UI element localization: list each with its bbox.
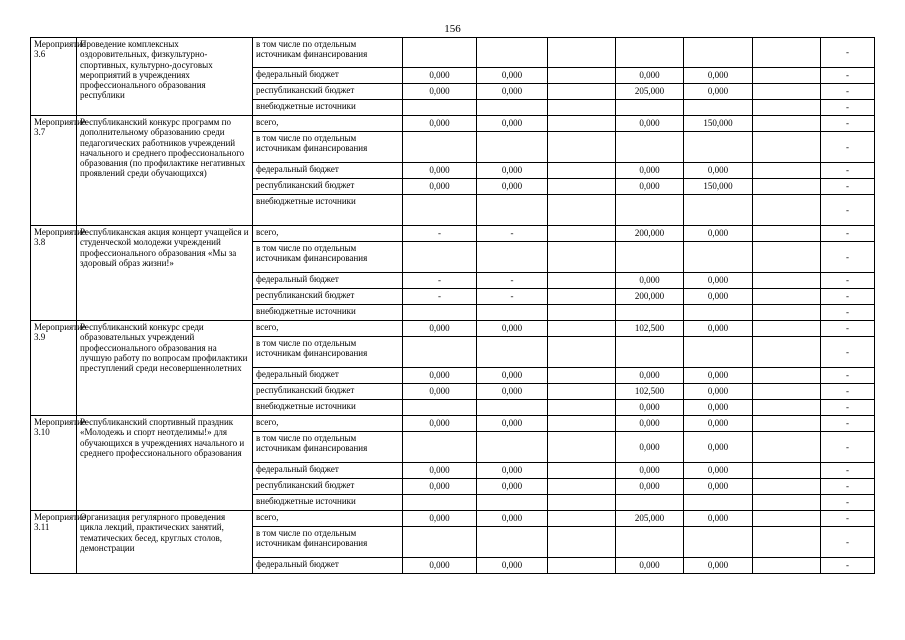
table-row [31, 38, 875, 68]
amount-cell [477, 132, 548, 163]
amount-cell [753, 463, 821, 479]
amount-cell: - [821, 132, 875, 163]
amount-cell [548, 400, 616, 416]
amount-cell [753, 273, 821, 289]
amount-cell [477, 527, 548, 558]
amount-cell: 0,000 [684, 226, 753, 242]
amount-cell: - [821, 527, 875, 558]
funding-source-label: федеральный бюджет [253, 368, 403, 384]
amount-cell: 0,000 [403, 68, 477, 84]
amount-cell [548, 179, 616, 195]
amount-cell [684, 195, 753, 226]
amount-cell: 200,000 [616, 226, 684, 242]
funding-source-label: внебюджетные источники [253, 495, 403, 511]
amount-cell [403, 195, 477, 226]
amount-cell [753, 305, 821, 321]
amount-cell [753, 68, 821, 84]
amount-cell [477, 242, 548, 273]
measure-title: Проведение комплексных оздоровительных, физкультурно-спортивных, культурно-досуговых мероприятий в учреждениях профессионального образования республики [77, 38, 253, 116]
amount-cell [616, 305, 684, 321]
amount-cell: 0,000 [403, 463, 477, 479]
amount-cell [403, 242, 477, 273]
amount-cell [684, 305, 753, 321]
amount-cell [548, 100, 616, 116]
amount-cell: - [821, 368, 875, 384]
funding-source-label: республиканский бюджет [253, 479, 403, 495]
table-row [31, 321, 875, 337]
amount-cell [403, 432, 477, 463]
amount-cell [548, 242, 616, 273]
amount-cell: - [821, 242, 875, 273]
funding-source-label: всего, [253, 116, 403, 132]
amount-cell: - [821, 432, 875, 463]
funding-source-label: всего, [253, 321, 403, 337]
measure-id: Мероприятие 3.6 [31, 38, 77, 116]
funding-source-label: федеральный бюджет [253, 558, 403, 574]
amount-cell: 0,000 [616, 273, 684, 289]
amount-cell [753, 116, 821, 132]
amount-cell [616, 495, 684, 511]
measure-title: Республиканский конкурс программ по дополнительному образованию среди педагогических работников учреждений начального и среднего профессионального образования (по профилактике негативных проявлений среди обучающихся) [77, 116, 253, 226]
amount-cell [477, 38, 548, 68]
amount-cell [548, 195, 616, 226]
amount-cell [548, 132, 616, 163]
amount-cell: 0,000 [684, 273, 753, 289]
amount-cell: 0,000 [684, 68, 753, 84]
measure-id: Мероприятие 3.8 [31, 226, 77, 321]
amount-cell: 0,000 [403, 116, 477, 132]
funding-source-label: в том числе по отдельным источникам финансирования [253, 527, 403, 558]
funding-source-label: внебюджетные источники [253, 305, 403, 321]
amount-cell [548, 226, 616, 242]
amount-cell [684, 100, 753, 116]
amount-cell [477, 100, 548, 116]
amount-cell: 0,000 [616, 68, 684, 84]
amount-cell: - [821, 511, 875, 527]
amount-cell [753, 337, 821, 368]
amount-cell: 0,000 [616, 116, 684, 132]
amount-cell: 205,000 [616, 511, 684, 527]
amount-cell: 200,000 [616, 289, 684, 305]
amount-cell [753, 84, 821, 100]
amount-cell [684, 132, 753, 163]
amount-cell: - [821, 195, 875, 226]
table-row [31, 416, 875, 432]
amount-cell: 0,000 [477, 84, 548, 100]
amount-cell [548, 368, 616, 384]
amount-cell [477, 495, 548, 511]
measure-title: Республиканский спортивный праздник «Молодежь и спорт неотделимы!» для обучающихся в учреждениях начального и среднего профессионального образования [77, 416, 253, 511]
amount-cell: 0,000 [477, 511, 548, 527]
amount-cell: 0,000 [616, 179, 684, 195]
amount-cell: 0,000 [684, 479, 753, 495]
amount-cell: - [477, 289, 548, 305]
amount-cell: - [821, 100, 875, 116]
funding-source-label: всего, [253, 226, 403, 242]
amount-cell [753, 495, 821, 511]
amount-cell: - [821, 68, 875, 84]
amount-cell [477, 400, 548, 416]
amount-cell: - [477, 226, 548, 242]
amount-cell [548, 289, 616, 305]
amount-cell: 0,000 [684, 163, 753, 179]
amount-cell: - [821, 84, 875, 100]
amount-cell: 0,000 [477, 68, 548, 84]
amount-cell [684, 337, 753, 368]
amount-cell: 0,000 [403, 384, 477, 400]
amount-cell [753, 416, 821, 432]
amount-cell [403, 132, 477, 163]
amount-cell: 0,000 [403, 368, 477, 384]
amount-cell [684, 495, 753, 511]
amount-cell [753, 511, 821, 527]
amount-cell [753, 479, 821, 495]
amount-cell [477, 337, 548, 368]
amount-cell [684, 242, 753, 273]
amount-cell: 0,000 [477, 463, 548, 479]
amount-cell [616, 527, 684, 558]
amount-cell [403, 100, 477, 116]
funding-source-label: в том числе по отдельным источникам финансирования [253, 38, 403, 68]
amount-cell: 0,000 [684, 432, 753, 463]
amount-cell [403, 337, 477, 368]
amount-cell [684, 38, 753, 68]
amount-cell [548, 305, 616, 321]
amount-cell [753, 100, 821, 116]
funding-source-label: федеральный бюджет [253, 68, 403, 84]
amount-cell: - [821, 463, 875, 479]
amount-cell: 102,500 [616, 384, 684, 400]
amount-cell: 0,000 [403, 179, 477, 195]
amount-cell: 0,000 [477, 416, 548, 432]
amount-cell: 0,000 [684, 511, 753, 527]
amount-cell [616, 242, 684, 273]
amount-cell: 0,000 [403, 321, 477, 337]
funding-source-label: федеральный бюджет [253, 163, 403, 179]
amount-cell [753, 527, 821, 558]
amount-cell: - [821, 384, 875, 400]
amount-cell [548, 558, 616, 574]
amount-cell: - [821, 400, 875, 416]
amount-cell: 0,000 [477, 321, 548, 337]
funding-source-label: республиканский бюджет [253, 384, 403, 400]
amount-cell [753, 558, 821, 574]
amount-cell [548, 84, 616, 100]
amount-cell [548, 432, 616, 463]
amount-cell: - [403, 226, 477, 242]
amount-cell: 0,000 [477, 558, 548, 574]
table-row [31, 226, 875, 242]
amount-cell: 0,000 [684, 400, 753, 416]
amount-cell: 0,000 [477, 368, 548, 384]
amount-cell: - [821, 495, 875, 511]
funding-table [30, 37, 875, 574]
amount-cell: 0,000 [616, 416, 684, 432]
amount-cell: - [821, 337, 875, 368]
amount-cell: 0,000 [403, 558, 477, 574]
amount-cell: 0,000 [616, 558, 684, 574]
amount-cell [753, 226, 821, 242]
measure-id: Мероприятие 3.11 [31, 511, 77, 574]
amount-cell: 0,000 [403, 84, 477, 100]
funding-source-label: в том числе по отдельным источникам финансирования [253, 132, 403, 163]
amount-cell [548, 479, 616, 495]
funding-source-label: внебюджетные источники [253, 195, 403, 226]
funding-source-label: республиканский бюджет [253, 289, 403, 305]
amount-cell: - [403, 273, 477, 289]
amount-cell: 0,000 [616, 163, 684, 179]
amount-cell [684, 527, 753, 558]
funding-source-label: всего, [253, 511, 403, 527]
measure-id: Мероприятие 3.10 [31, 416, 77, 511]
amount-cell [753, 179, 821, 195]
amount-cell [753, 432, 821, 463]
amount-cell [403, 38, 477, 68]
amount-cell [548, 463, 616, 479]
amount-cell [753, 400, 821, 416]
funding-source-label: федеральный бюджет [253, 463, 403, 479]
amount-cell: 0,000 [477, 479, 548, 495]
amount-cell [403, 400, 477, 416]
funding-source-label: всего, [253, 416, 403, 432]
amount-cell: 0,000 [684, 558, 753, 574]
amount-cell [548, 116, 616, 132]
measure-title: Республиканская акция концерт учащейся и студенческой молодежи учреждений профессионального образования «Мы за здоровый образ жизни!» [77, 226, 253, 321]
amount-cell [548, 321, 616, 337]
amount-cell [477, 305, 548, 321]
amount-cell: 0,000 [477, 116, 548, 132]
amount-cell: 0,000 [616, 432, 684, 463]
amount-cell: - [821, 416, 875, 432]
amount-cell [616, 132, 684, 163]
amount-cell [548, 495, 616, 511]
amount-cell: 0,000 [616, 479, 684, 495]
amount-cell: 0,000 [477, 384, 548, 400]
amount-cell: - [821, 558, 875, 574]
amount-cell [753, 195, 821, 226]
amount-cell [548, 527, 616, 558]
amount-cell: - [821, 179, 875, 195]
amount-cell: 0,000 [616, 463, 684, 479]
amount-cell: 0,000 [403, 511, 477, 527]
amount-cell: - [821, 289, 875, 305]
amount-cell: 0,000 [684, 368, 753, 384]
amount-cell: - [821, 305, 875, 321]
amount-cell [753, 132, 821, 163]
amount-cell: 150,000 [684, 116, 753, 132]
amount-cell: 0,000 [684, 84, 753, 100]
amount-cell [403, 305, 477, 321]
page-number: 156 [444, 23, 461, 35]
amount-cell: 0,000 [616, 368, 684, 384]
amount-cell [548, 337, 616, 368]
amount-cell: 0,000 [403, 479, 477, 495]
amount-cell [753, 289, 821, 305]
amount-cell [753, 38, 821, 68]
amount-cell: - [403, 289, 477, 305]
amount-cell: 0,000 [403, 416, 477, 432]
amount-cell [616, 38, 684, 68]
amount-cell: 150,000 [684, 179, 753, 195]
funding-source-label: в том числе по отдельным источникам финансирования [253, 337, 403, 368]
measure-title: Организация регулярного проведения цикла лекций, практических занятий, тематических бесед, круглых столов, демонстрации [77, 511, 253, 574]
amount-cell: 0,000 [684, 384, 753, 400]
amount-cell: 205,000 [616, 84, 684, 100]
amount-cell [753, 163, 821, 179]
amount-cell: 0,000 [684, 463, 753, 479]
amount-cell: - [821, 321, 875, 337]
amount-cell [616, 100, 684, 116]
amount-cell: 0,000 [403, 163, 477, 179]
measure-id: Мероприятие 3.9 [31, 321, 77, 416]
amount-cell: 0,000 [684, 289, 753, 305]
amount-cell [548, 38, 616, 68]
amount-cell [548, 511, 616, 527]
amount-cell [753, 384, 821, 400]
funding-source-label: в том числе по отдельным источникам финансирования [253, 432, 403, 463]
amount-cell: - [821, 163, 875, 179]
amount-cell [548, 416, 616, 432]
measure-title: Республиканский конкурс среди образовательных учреждений профессионального образования на лучшую работу по вопросам профилактики преступлений среди несовершеннолетних [77, 321, 253, 416]
amount-cell: 0,000 [684, 321, 753, 337]
amount-cell: - [821, 273, 875, 289]
amount-cell [403, 527, 477, 558]
table-row [31, 511, 875, 527]
amount-cell: 0,000 [477, 179, 548, 195]
amount-cell: 0,000 [477, 163, 548, 179]
amount-cell [548, 384, 616, 400]
amount-cell: - [821, 38, 875, 68]
funding-source-label: в том числе по отдельным источникам финансирования [253, 242, 403, 273]
amount-cell [753, 242, 821, 273]
amount-cell [753, 368, 821, 384]
funding-source-label: республиканский бюджет [253, 84, 403, 100]
funding-source-label: республиканский бюджет [253, 179, 403, 195]
funding-source-label: внебюджетные источники [253, 400, 403, 416]
amount-cell [548, 163, 616, 179]
amount-cell: - [821, 226, 875, 242]
amount-cell [616, 337, 684, 368]
table-row [31, 116, 875, 132]
amount-cell: 102,500 [616, 321, 684, 337]
measure-id: Мероприятие 3.7 [31, 116, 77, 226]
amount-cell: - [477, 273, 548, 289]
amount-cell: 0,000 [616, 400, 684, 416]
amount-cell [403, 495, 477, 511]
amount-cell [753, 321, 821, 337]
amount-cell [616, 195, 684, 226]
amount-cell: 0,000 [684, 416, 753, 432]
amount-cell [477, 432, 548, 463]
amount-cell: - [821, 479, 875, 495]
amount-cell [477, 195, 548, 226]
funding-source-label: внебюджетные источники [253, 100, 403, 116]
amount-cell [548, 273, 616, 289]
amount-cell [548, 68, 616, 84]
funding-source-label: федеральный бюджет [253, 273, 403, 289]
amount-cell: - [821, 116, 875, 132]
